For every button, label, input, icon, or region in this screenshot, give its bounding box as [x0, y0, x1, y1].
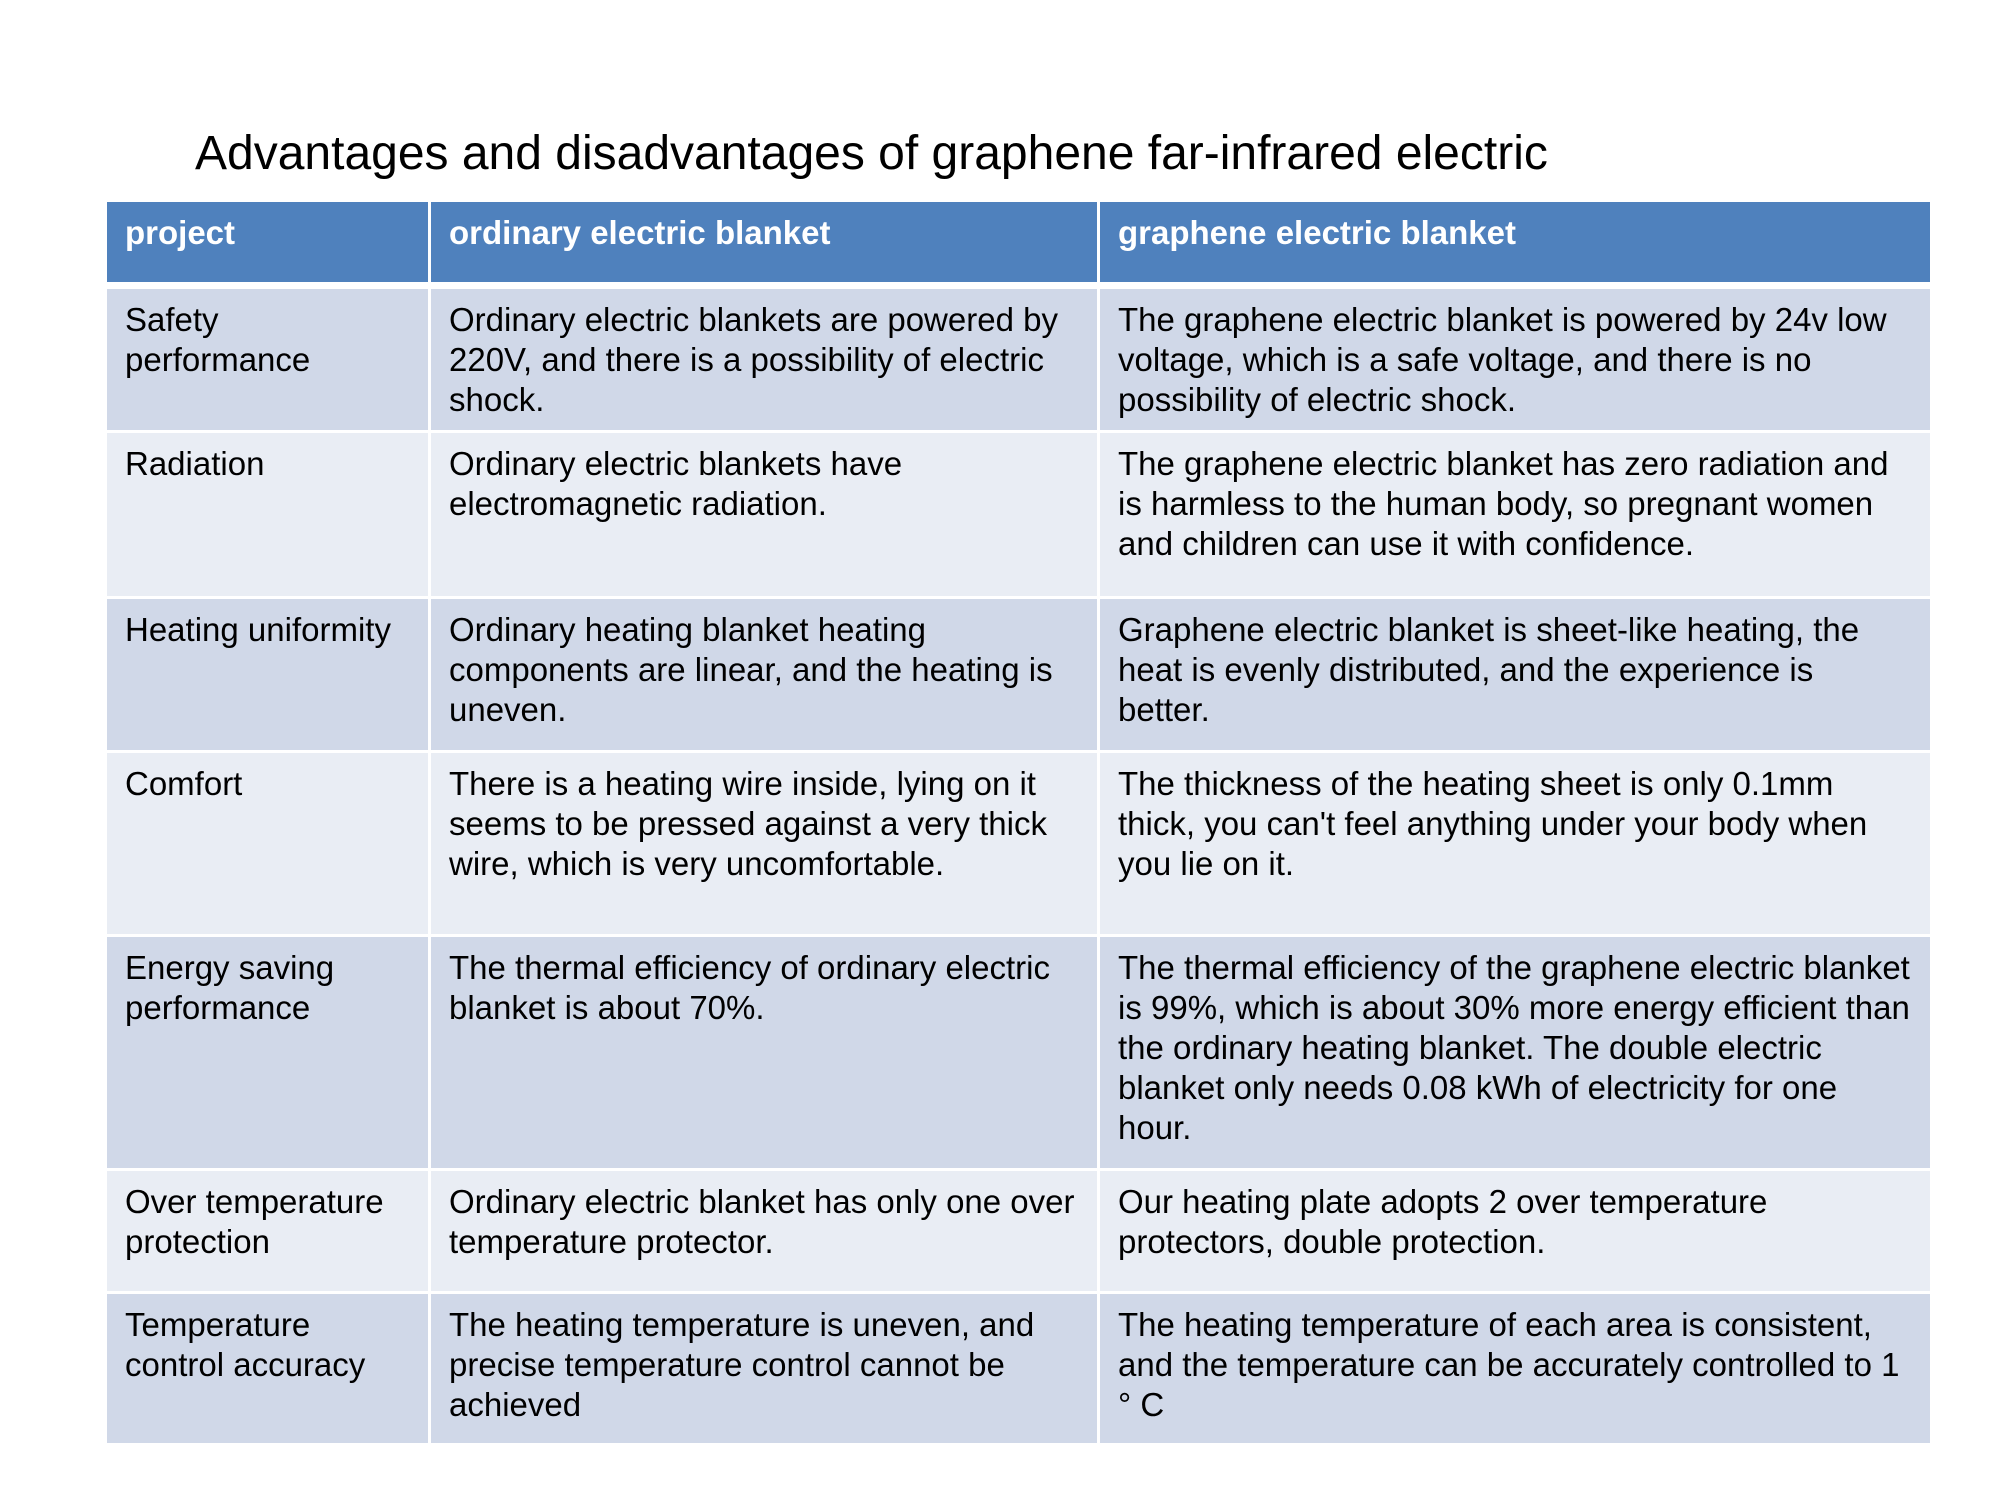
table-row — [106, 752, 1932, 936]
comparison-table — [104, 199, 1933, 1446]
cell-project: Over temperature protection — [106, 1170, 430, 1293]
cell-graphene: The thermal efficiency of the graphene electric blanket is 99%, which is about 30% more energy efficient than the ordinary heating blanket. The double electric blanket only needs 0.08 kWh of electricity for one hour. — [1099, 936, 1932, 1170]
cell-graphene: The graphene electric blanket is powered by 24v low voltage, which is a safe voltage, and there is no possibility of electric shock. — [1099, 286, 1932, 432]
cell-project: Safety performance — [106, 286, 430, 432]
cell-graphene: The graphene electric blanket has zero radiation and is harmless to the human body, so pregnant women and children can use it with confidence. — [1099, 432, 1932, 598]
table-row — [106, 1170, 1932, 1293]
cell-project: Radiation — [106, 432, 430, 598]
table-row — [106, 286, 1932, 432]
table-row — [106, 1293, 1932, 1445]
cell-project: Temperature control accuracy — [106, 1293, 430, 1445]
cell-ordinary: Ordinary electric blankets have electromagnetic radiation. — [430, 432, 1099, 598]
cell-graphene: The heating temperature of each area is consistent, and the temperature can be accurately controlled to 1 ° C — [1099, 1293, 1932, 1445]
table-row — [106, 598, 1932, 752]
cell-ordinary: The heating temperature is uneven, and precise temperature control cannot be achieved — [430, 1293, 1099, 1445]
cell-ordinary: There is a heating wire inside, lying on it seems to be pressed against a very thick wire, which is very uncomfortable. — [430, 752, 1099, 936]
table-row — [106, 936, 1932, 1170]
cell-graphene: The thickness of the heating sheet is only 0.1mm thick, you can't feel anything under your body when you lie on it. — [1099, 752, 1932, 936]
cell-ordinary: Ordinary heating blanket heating components are linear, and the heating is uneven. — [430, 598, 1099, 752]
cell-ordinary: The thermal efficiency of ordinary electric blanket is about 70%. — [430, 936, 1099, 1170]
cell-graphene: Our heating plate adopts 2 over temperature protectors, double protection. — [1099, 1170, 1932, 1293]
header-project: project — [106, 201, 430, 286]
table-header-row — [106, 201, 1932, 286]
header-graphene-blanket: graphene electric blanket — [1099, 201, 1932, 286]
cell-project: Heating uniformity — [106, 598, 430, 752]
table-row — [106, 432, 1932, 598]
cell-ordinary: Ordinary electric blanket has only one over temperature protector. — [430, 1170, 1099, 1293]
cell-project: Energy saving performance — [106, 936, 430, 1170]
cell-project: Comfort — [106, 752, 430, 936]
cell-graphene: Graphene electric blanket is sheet-like heating, the heat is evenly distributed, and the experience is better. — [1099, 598, 1932, 752]
header-ordinary-blanket: ordinary electric blanket — [430, 201, 1099, 286]
cell-ordinary: Ordinary electric blankets are powered by 220V, and there is a possibility of electric shock. — [430, 286, 1099, 432]
slide-title: Advantages and disadvantages of graphene far-infrared electric — [195, 127, 1548, 180]
